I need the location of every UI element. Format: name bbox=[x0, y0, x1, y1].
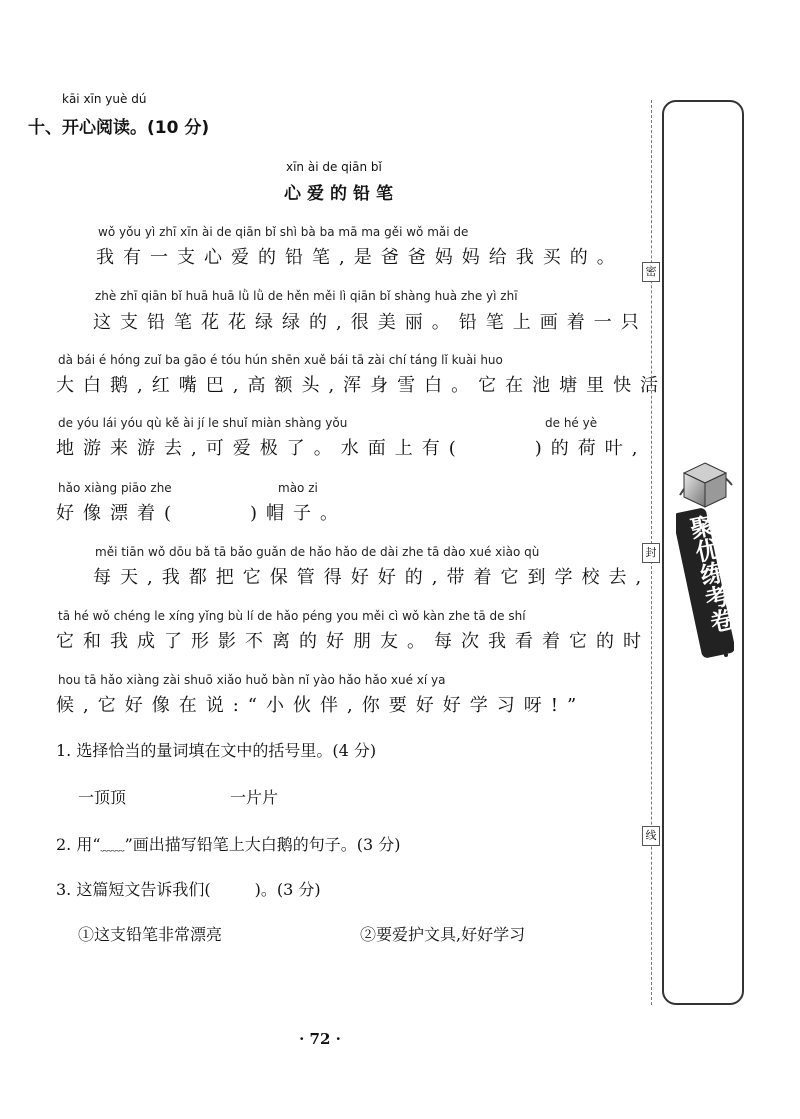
line-5-pinyin-end: mào zi bbox=[278, 481, 318, 495]
passage-title: 心爱的铅笔 bbox=[284, 184, 399, 204]
brand-text: 聚优练考卷 bbox=[683, 512, 737, 636]
seal-char-feng: 封 bbox=[642, 543, 660, 563]
seal-char-xian: 线 bbox=[642, 826, 660, 846]
page-number: · 72 · bbox=[299, 1030, 341, 1048]
line-4-text: 地游来游去,可爱极了。水面上有( )的荷叶, bbox=[56, 438, 647, 459]
seal-char-mi: 密 bbox=[642, 262, 660, 282]
passage-title-pinyin: xīn ài de qiān bǐ bbox=[286, 160, 382, 174]
line-8-text: 候,它好像在说:“小伙伴,你要好好学习呀!” bbox=[56, 695, 586, 716]
option-q1-b[interactable]: 一片片 bbox=[230, 788, 279, 807]
section-title: 十、开心阅读。(10 分) bbox=[28, 118, 210, 138]
section-pinyin: kāi xīn yuè dú bbox=[62, 92, 147, 106]
option-q3-2[interactable]: ②要爱护文具,好好学习 bbox=[360, 925, 526, 944]
line-1-text: 我有一支心爱的铅笔,是爸爸妈妈给我买的。 bbox=[96, 247, 624, 268]
line-6-text: 每天,我都把它保管得好好的,带着它到学校去, bbox=[93, 567, 651, 588]
line-4-pinyin-end: de hé yè bbox=[545, 416, 598, 430]
line-4-pinyin: de yóu lái yóu qù kě ài jí le shuǐ miàn shàng yǒu bbox=[58, 416, 348, 430]
line-5-text: 好像漂着( )帽子。 bbox=[56, 503, 348, 524]
line-8-pinyin: hou tā hǎo xiàng zài shuō xiǎo huǒ bàn nǐ yào hǎo hǎo xué xí ya bbox=[58, 673, 446, 687]
line-2-pinyin: zhè zhī qiān bǐ huā huā lǜ lǜ de hěn měi lì qiān bǐ shàng huà zhe yì zhī bbox=[95, 289, 518, 303]
line-7-pinyin: tā hé wǒ chéng le xíng yǐng bù lí de hǎo péng you měi cì wǒ kàn zhe tā de shí bbox=[58, 609, 526, 623]
question-2: 2. 用“﹏﹏”画出描写铅笔上大白鹅的句子。(3 分) bbox=[56, 835, 401, 854]
line-1-pinyin: wǒ yǒu yì zhī xīn ài de qiān bǐ shì bà ba mā ma gěi wǒ mǎi de bbox=[98, 225, 469, 239]
line-5-pinyin: hǎo xiàng piāo zhe bbox=[58, 481, 172, 495]
question-1: 1. 选择恰当的量词填在文中的括号里。(4 分) bbox=[56, 741, 377, 760]
line-7-text: 它和我成了形影不离的好朋友。每次我看着它的时 bbox=[56, 631, 650, 652]
wavy-line-mark: ﹏﹏ bbox=[100, 839, 125, 853]
line-3-text: 大白鹅,红嘴巴,高额头,浑身雪白。它在池塘里快活 bbox=[56, 375, 668, 396]
option-q1-a[interactable]: 一顶顶 bbox=[78, 788, 127, 807]
option-q3-1[interactable]: ①这支铅笔非常漂亮 bbox=[78, 925, 223, 944]
line-3-pinyin: dà bái é hóng zuǐ ba gāo é tóu hún shēn xuě bái tā zài chí táng lǐ kuài huo bbox=[58, 353, 503, 367]
line-6-pinyin: měi tiān wǒ dōu bǎ tā bǎo guǎn de hǎo hǎo de dài zhe tā dào xué xiào qù bbox=[95, 545, 540, 559]
brand-logo bbox=[676, 455, 737, 665]
line-2-text: 这支铅笔花花绿绿的,很美丽。铅笔上画着一只 bbox=[93, 312, 648, 333]
question-3: 3. 这篇短文告诉我们( )。(3 分) bbox=[56, 880, 321, 899]
